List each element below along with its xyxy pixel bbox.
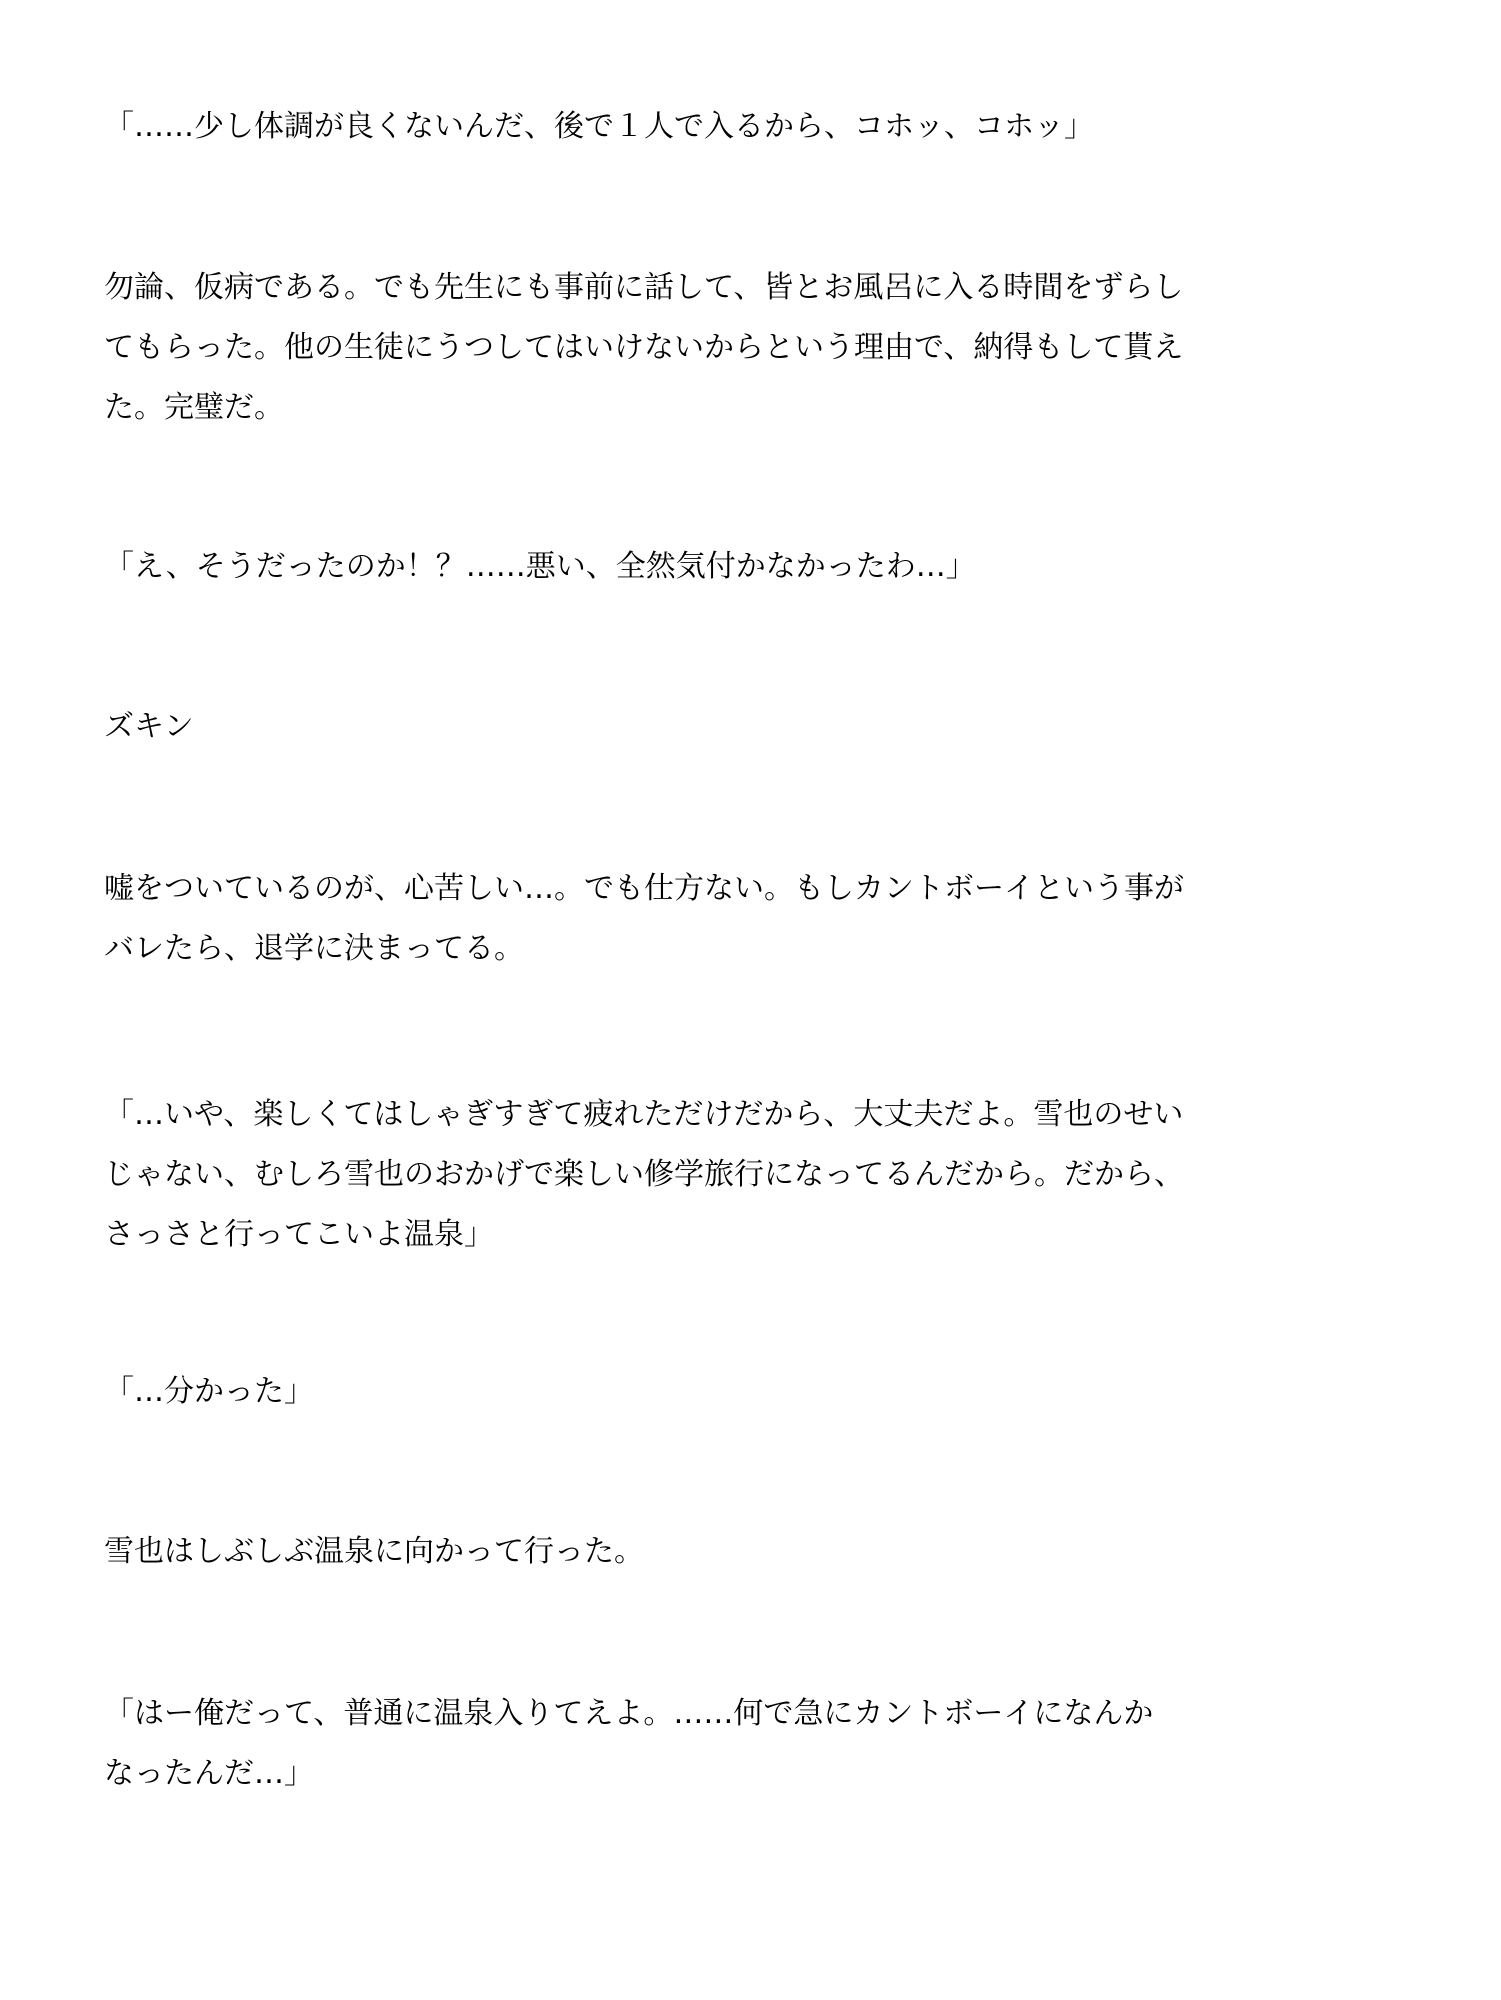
text-line: 雪也はしぶしぶ温泉に向かって行った。	[104, 1534, 644, 1569]
dialogue-paragraph	[104, 1684, 1404, 1804]
dialogue-paragraph	[104, 537, 1404, 597]
dialogue-paragraph	[104, 97, 1404, 157]
text-line: てもらった。他の生徒にうつしてはいけないからという理由で、納得もして貰え	[104, 330, 1184, 365]
text-line: 「…分かった」	[104, 1374, 314, 1409]
text-line: なったんだ…」	[104, 1756, 314, 1791]
text-line: バレたら、退学に決まってる。	[104, 931, 524, 966]
text-line: 勿論、仮病である。でも先生にも事前に話して、皆とお風呂に入る時間をずらし	[104, 270, 1184, 305]
narration-paragraph	[104, 859, 1404, 979]
text-line: 嘘をついているのが、心苦しい…。でも仕方ない。もしカントボーイという事が	[104, 871, 1184, 906]
sound-effect-paragraph	[104, 697, 1404, 757]
narration-paragraph	[104, 1522, 1404, 1582]
text-line: 「え、そうだったのか！？……悪い、全然気付かなかったわ…」	[104, 549, 976, 584]
dialogue-paragraph	[104, 1362, 1404, 1422]
text-line: さっさと行ってこいよ温泉」	[104, 1217, 494, 1252]
text-line: 「はー俺だって、普通に温泉入りてえよ。……何で急にカントボーイになんか	[104, 1696, 1154, 1731]
text-line: 「…いや、楽しくてはしゃぎすぎて疲れただけだから、大丈夫だよ。雪也のせい	[104, 1097, 1184, 1132]
dialogue-paragraph	[104, 1085, 1404, 1265]
narration-paragraph	[104, 258, 1404, 438]
text-line: ズキン	[104, 709, 194, 744]
text-line: た。完璧だ。	[104, 390, 284, 425]
text-line: 「……少し体調が良くないんだ、後で１人で入るから、コホッ、コホッ」	[104, 109, 1094, 144]
text-line: じゃない、むしろ雪也のおかげで楽しい修学旅行になってるんだから。だから、	[104, 1157, 1184, 1192]
